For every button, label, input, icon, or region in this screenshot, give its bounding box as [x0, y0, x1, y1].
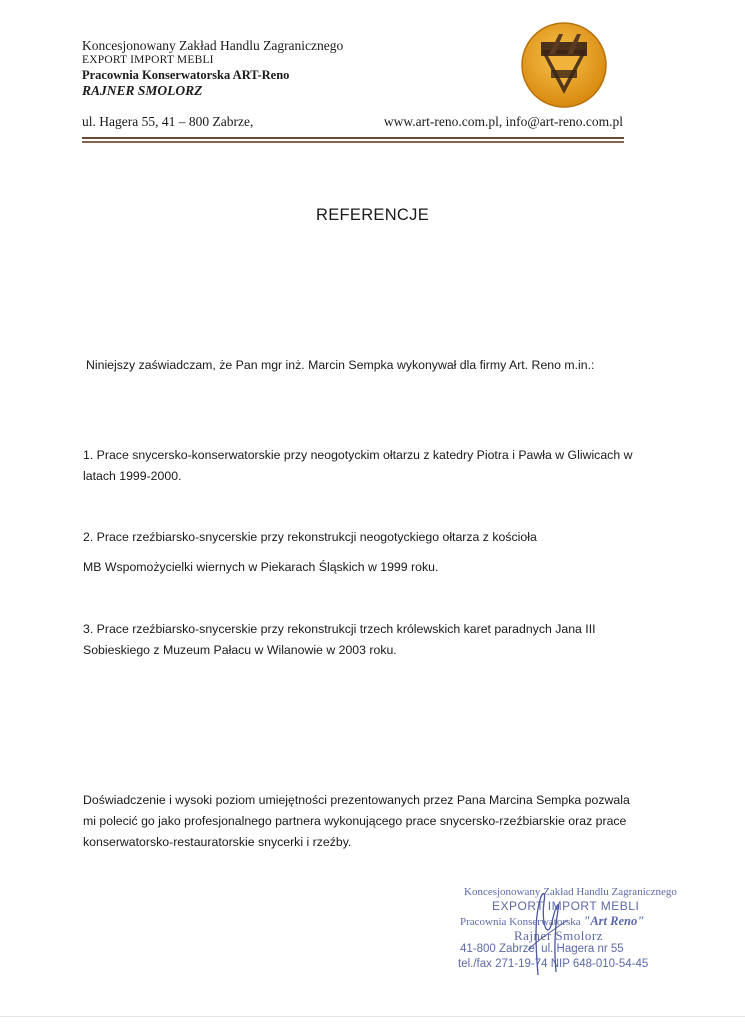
letterhead	[82, 38, 343, 98]
header-rule-bottom	[82, 141, 624, 143]
signature-icon	[508, 880, 578, 980]
stamp-line: Koncesjonowany Zakład Handlu Zagranicznego	[464, 886, 677, 898]
list-item: 2. Prace rzeźbiarsko-snycerskie przy rekonstrukcji neogotyckiego ołtarza z kościoła	[83, 530, 537, 544]
stamp-brand: "Art Reno"	[583, 914, 645, 928]
stamp-line: Rajner Smolorz	[514, 928, 603, 943]
letterhead-business: EXPORT IMPORT MEBLI	[82, 54, 214, 66]
intro-paragraph: Niniejszy zaświadczam, że Pan mgr inż. Marcin Sempka wykonywał dla firmy Art. Reno m.in.:	[86, 358, 595, 372]
art-reno-logo-icon	[519, 20, 609, 110]
letterhead-contact: www.art-reno.com.pl, info@art-reno.com.pl	[383, 114, 623, 129]
letterhead-company: Koncesjonowany Zakład Handlu Zagranicznego	[82, 38, 344, 53]
letterhead-workshop: Pracownia Konserwatorska ART-Reno	[82, 68, 290, 82]
stamp-line: tel./fax 271-19-74 NIP 648-010-54-45	[458, 958, 649, 970]
page-edge	[0, 1016, 745, 1017]
list-item: 3. Prace rzeźbiarsko-snycerskie przy rekonstrukcji trzech królewskich karet paradnych Jana III Sobieskiego z Muzeum Pałacu w Wilanowie w 2003 roku.	[83, 622, 596, 657]
header-rule-top	[82, 137, 624, 139]
list-item: 1. Prace snycersko-konserwatorskie przy neogotyckim ołtarzu z katedry Piotra i Pawła w Gliwicach w latach 1999-2000.	[83, 448, 633, 483]
stamp-line: EXPORT IMPORT MEBLI	[492, 899, 640, 913]
list-item-continued: MB Wspomożycielki wiernych w Piekarach Śląskich w 1999 roku.	[83, 560, 439, 574]
stamp-line: 41-800 Zabrze, ul. Hagera nr 55	[460, 943, 624, 955]
stamp-line-text: Pracownia Konserwatorska	[460, 916, 584, 928]
letterhead-address: ul. Hagera 55, 41 – 800 Zabrze,	[82, 114, 254, 129]
closing-paragraph: Doświadczenie i wysoki poziom umiejętności prezentowanych przez Pana Marcina Sempka pozwala mi polecić go jako profesjonalnego partnera wykonującego prace snycersko-rzeźbiarskie oraz prace konserwatorsko-restauratorskie snycerki i rzeźby.	[83, 793, 630, 849]
page-title: REFERENCJE	[315, 206, 429, 224]
letterhead-owner: RAJNER SMOLORZ	[82, 83, 203, 98]
